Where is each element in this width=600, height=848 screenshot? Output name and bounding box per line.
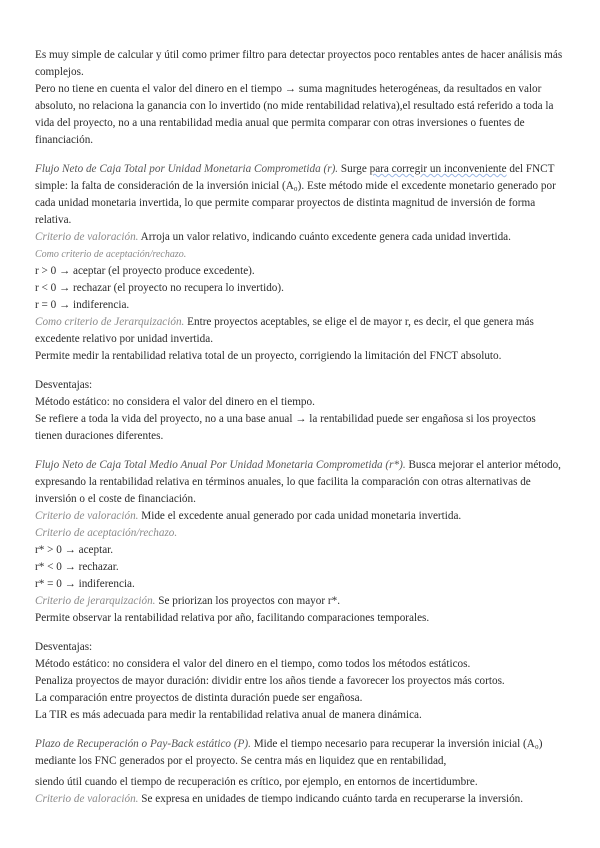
rule-accept: r* > 0 → aceptar. bbox=[35, 544, 114, 556]
rule-reject: r* < 0 → rechazar. bbox=[35, 561, 119, 573]
label-valuation: Criterio de valoración. bbox=[35, 231, 139, 243]
paragraph-closing-r: Permite medir la rentabilidad relativa total de un proyecto, corrigiendo la limitación del FNCT absoluto. bbox=[35, 350, 502, 362]
rule-indifference: r* = 0 → indiferencia. bbox=[35, 578, 135, 590]
paragraph-valuation-payback: Criterio de valoración. Se expresa en unidades de tiempo indicando cuánto tarda en recuperarse la inversión. bbox=[35, 793, 524, 805]
label-valuation: Criterio de valoración. bbox=[35, 793, 139, 805]
disadvantage-item: Penaliza proyectos de mayor duración: dividir entre los años tiende a favorecer los proyectos más cortos. bbox=[35, 675, 505, 687]
paragraph-limitations: Pero no tiene en cuenta el valor del dinero en el tiempo → suma magnitudes heterogéneas, da resultados en valor absoluto, no relaciona la ganancia con lo invertido (no mide rentabilidad relativa),el resultado está referido a toda la vida del proyecto, no a una rentabilidad media anual que permita comparar con otras inversiones o fuentes de financiación. bbox=[35, 83, 554, 146]
paragraph-payback: Plazo de Recuperación o Pay-Back estático (P). Mide el tiempo necesario para recuperar la inversión inicial (A₀) mediante los FNC generados por el proyecto. Se centra más en liquidez que en rentabilidad, bbox=[35, 738, 543, 767]
disadvantage-item: La comparación entre proyectos de distinta duración puede ser engañosa. bbox=[35, 692, 363, 704]
section-title-fnct-r-star: Flujo Neto de Caja Total Medio Anual Por Unidad Monetaria Comprometida (r*). bbox=[35, 459, 406, 471]
rule-reject: r < 0 → rechazar (el proyecto no recupera lo invertido). bbox=[35, 282, 284, 294]
section-title-fnct-r: Flujo Neto de Caja Total por Unidad Monetaria Comprometida (r). bbox=[35, 163, 339, 175]
label-ranking: Como criterio de Jerarquización. bbox=[35, 316, 185, 328]
paragraph-fnct-r-star: Flujo Neto de Caja Total Medio Anual Por Unidad Monetaria Comprometida (r*). Busca mejorar el anterior método, expresando la rentabilidad relativa en términos anuales, lo que facilita la comparación con otras alternativas de inversión o el coste de financiación. bbox=[35, 459, 561, 505]
disadvantage-item: Método estático: no considera el valor del dinero en el tiempo, como todos los métodos estáticos. bbox=[35, 658, 471, 670]
heading-disadvantages: Desventajas: bbox=[35, 379, 93, 391]
rule-indifference: r = 0 → indiferencia. bbox=[35, 299, 130, 311]
paragraph-fnct-r: Flujo Neto de Caja Total por Unidad Monetaria Comprometida (r). Surge para corregir un inconveniente del FNCT simple: la falta de consideración de la inversión inicial (A₀). Este método mide el excedente monetario generado por cada unidad monetaria invertida, lo que permite comparar proyectos de distinta magnitud de inversión de forma relativa. bbox=[35, 163, 556, 226]
paragraph-intro: Es muy simple de calcular y útil como primer filtro para detectar proyectos poco rentables antes de hacer análisis más complejos. bbox=[35, 49, 563, 78]
heading-disadvantages: Desventajas: bbox=[35, 641, 93, 653]
paragraph-ranking-r-star: Criterio de jerarquización. Se priorizan los proyectos con mayor r*. bbox=[35, 595, 341, 607]
label-acceptance: Como criterio de aceptación/rechazo. bbox=[35, 249, 187, 260]
label-acceptance: Criterio de aceptación/rechazo. bbox=[35, 527, 178, 539]
label-valuation: Criterio de valoración. bbox=[35, 510, 139, 522]
disadvantage-item: La TIR es más adecuada para medir la rentabilidad relativa anual de manera dinámica. bbox=[35, 709, 422, 721]
document-page bbox=[35, 47, 565, 808]
paragraph-valuation-r-star: Criterio de valoración. Mide el excedente anual generado por cada unidad monetaria invertida. bbox=[35, 510, 462, 522]
disadvantage-item: Método estático: no considera el valor del dinero en el tiempo. bbox=[35, 396, 315, 408]
disadvantage-item: Se refiere a toda la vida del proyecto, no a una base anual → la rentabilidad puede ser engañosa si los proyectos tienen duraciones diferentes. bbox=[35, 413, 536, 442]
paragraph-ranking-r: Como criterio de Jerarquización. Entre proyectos aceptables, se elige el de mayor r, es decir, el que genera más excedente relativo por unidad invertida. bbox=[35, 316, 534, 345]
rule-accept: r > 0 → aceptar (el proyecto produce excedente). bbox=[35, 265, 255, 277]
paragraph-closing-r-star: Permite observar la rentabilidad relativa por año, facilitando comparaciones temporales. bbox=[35, 612, 430, 624]
paragraph-payback-cont: siendo útil cuando el tiempo de recuperación es crítico, por ejemplo, en entornos de incertidumbre. bbox=[35, 776, 478, 788]
label-ranking: Criterio de jerarquización. bbox=[35, 595, 156, 607]
highlighted-phrase: para corregir un inconveniente bbox=[369, 163, 507, 175]
section-title-payback: Plazo de Recuperación o Pay-Back estático (P). bbox=[35, 738, 251, 750]
paragraph-valuation-r: Criterio de valoración. Arroja un valor relativo, indicando cuánto excedente genera cada unidad invertida. bbox=[35, 231, 511, 243]
